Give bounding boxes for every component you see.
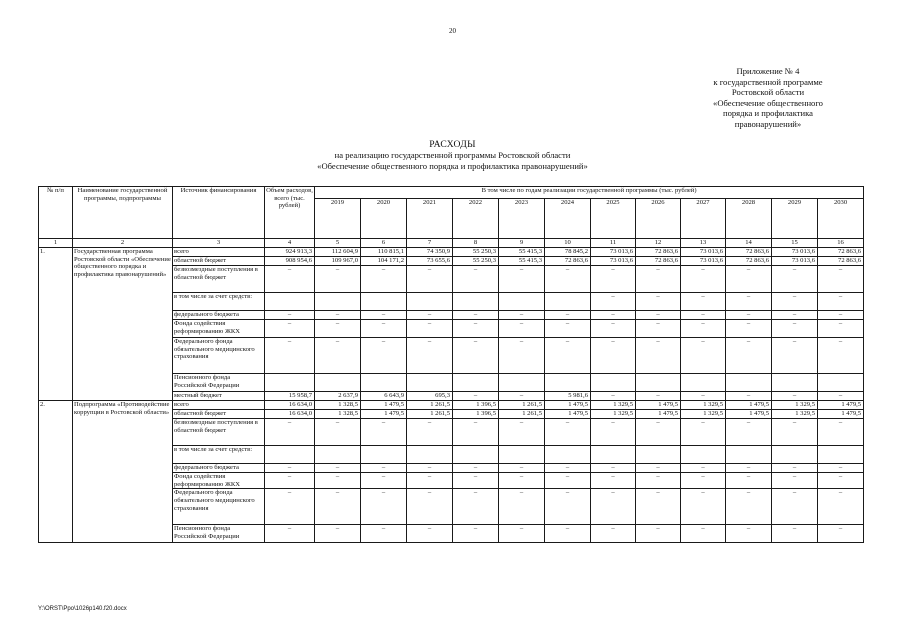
value-cell: – — [499, 473, 545, 489]
value-cell: – — [772, 464, 818, 473]
value-cell: – — [726, 338, 772, 374]
column-number: 4 — [265, 239, 315, 248]
value-cell: – — [407, 473, 453, 489]
value-cell — [545, 374, 591, 392]
value-cell: 1 329,5 — [591, 410, 636, 419]
column-number: 9 — [499, 239, 545, 248]
value-cell: – — [545, 338, 591, 374]
value-cell: 1 479,5 — [726, 401, 772, 410]
value-cell: – — [636, 473, 681, 489]
header-volume: Объем расходов, всего (тыс. рублей) — [265, 187, 315, 239]
funding-source: федерального бюджета — [173, 464, 265, 473]
value-cell: – — [591, 419, 636, 446]
value-cell: – — [453, 392, 499, 401]
value-cell: – — [315, 338, 361, 374]
column-number: 3 — [173, 239, 265, 248]
value-cell: 1 261,5 — [407, 410, 453, 419]
value-cell: – — [591, 473, 636, 489]
funding-source: в том числе за счет средств: — [173, 446, 265, 464]
value-cell: – — [545, 320, 591, 338]
value-cell — [453, 374, 499, 392]
file-path: Y:\ORST\Ppo\1026p140.f20.docx — [38, 606, 127, 612]
funding-source: местный бюджет — [173, 392, 265, 401]
value-cell: – — [726, 311, 772, 320]
funding-source: Фонда содействия реформированию ЖКХ — [173, 473, 265, 489]
value-cell — [545, 446, 591, 464]
value-cell: – — [453, 473, 499, 489]
column-number: 1 — [39, 239, 73, 248]
value-cell: – — [681, 311, 726, 320]
value-cell: 15 958,7 — [265, 392, 315, 401]
value-cell: – — [361, 525, 407, 543]
value-cell: – — [545, 311, 591, 320]
value-cell: 104 171,2 — [361, 257, 407, 266]
value-cell: 924 913,3 — [265, 248, 315, 257]
funding-source: всего — [173, 401, 265, 410]
value-cell: 55 250,3 — [453, 257, 499, 266]
funding-source: Пенсионного фонда Российской Федерации — [173, 525, 265, 543]
value-cell: – — [772, 266, 818, 293]
header-year: 2019 — [315, 199, 361, 239]
value-cell — [265, 446, 315, 464]
value-cell: – — [772, 419, 818, 446]
funding-source: федерального бюджета — [173, 311, 265, 320]
appendix-line: «Обеспечение общественного — [713, 97, 823, 108]
value-cell: – — [681, 525, 726, 543]
value-cell: 1 479,5 — [636, 401, 681, 410]
value-cell: – — [636, 525, 681, 543]
table-row — [39, 401, 864, 410]
value-cell: – — [265, 311, 315, 320]
header-year: 2020 — [361, 199, 407, 239]
value-cell: – — [545, 464, 591, 473]
value-cell: 73 013,6 — [772, 257, 818, 266]
value-cell: – — [407, 338, 453, 374]
value-cell: 16 634,0 — [265, 410, 315, 419]
value-cell: – — [315, 464, 361, 473]
column-number: 10 — [545, 239, 591, 248]
value-cell: – — [407, 464, 453, 473]
column-number: 8 — [453, 239, 499, 248]
value-cell — [361, 374, 407, 392]
column-number: 5 — [315, 239, 361, 248]
value-cell: – — [591, 525, 636, 543]
title-line: на реализацию государственной программы Ростовской области — [334, 150, 571, 160]
value-cell — [265, 293, 315, 311]
funding-source: безвозмездные поступления в областной бюджет — [173, 419, 265, 446]
value-cell: 109 967,0 — [315, 257, 361, 266]
value-cell — [636, 374, 681, 392]
value-cell: 908 954,6 — [265, 257, 315, 266]
value-cell: – — [407, 320, 453, 338]
value-cell: 1 479,5 — [361, 410, 407, 419]
value-cell: – — [407, 266, 453, 293]
value-cell: 55 415,3 — [499, 248, 545, 257]
value-cell: – — [772, 293, 818, 311]
value-cell: – — [591, 320, 636, 338]
appendix-line: к государственной программе — [713, 76, 823, 87]
value-cell: 695,3 — [407, 392, 453, 401]
header-row — [39, 187, 864, 199]
value-cell — [453, 293, 499, 311]
value-cell: – — [499, 266, 545, 293]
value-cell: 72 863,6 — [636, 257, 681, 266]
value-cell: – — [265, 266, 315, 293]
value-cell: 112 604,9 — [315, 248, 361, 257]
table-body — [39, 187, 864, 543]
value-cell: – — [315, 266, 361, 293]
header-year: 2022 — [453, 199, 499, 239]
value-cell: 73 013,6 — [681, 257, 726, 266]
value-cell: – — [453, 464, 499, 473]
value-cell: 6 643,9 — [361, 392, 407, 401]
value-cell: – — [265, 320, 315, 338]
value-cell: – — [818, 338, 864, 374]
value-cell: 73 013,6 — [591, 257, 636, 266]
value-cell: 55 250,3 — [453, 248, 499, 257]
value-cell: – — [726, 419, 772, 446]
value-cell: – — [499, 464, 545, 473]
value-cell: – — [681, 489, 726, 525]
value-cell: 16 634,0 — [265, 401, 315, 410]
value-cell: 1 396,5 — [453, 410, 499, 419]
column-number: 15 — [772, 239, 818, 248]
column-number-row — [39, 239, 864, 248]
value-cell: – — [772, 338, 818, 374]
value-cell — [772, 446, 818, 464]
value-cell: – — [545, 473, 591, 489]
value-cell: – — [818, 293, 864, 311]
value-cell: – — [361, 464, 407, 473]
value-cell: 2 637,9 — [315, 392, 361, 401]
value-cell: – — [265, 489, 315, 525]
value-cell — [315, 446, 361, 464]
value-cell: – — [636, 464, 681, 473]
value-cell: – — [591, 311, 636, 320]
value-cell: – — [818, 311, 864, 320]
value-cell: – — [499, 311, 545, 320]
value-cell: – — [591, 392, 636, 401]
table-row — [39, 248, 864, 257]
value-cell: 73 013,6 — [681, 248, 726, 257]
value-cell: 55 415,3 — [499, 257, 545, 266]
title-main: РАСХОДЫ — [429, 139, 476, 150]
header-year: 2023 — [499, 199, 545, 239]
value-cell: – — [636, 392, 681, 401]
value-cell: – — [726, 473, 772, 489]
value-cell: 110 815,1 — [361, 248, 407, 257]
value-cell — [407, 446, 453, 464]
value-cell: – — [818, 419, 864, 446]
value-cell — [453, 446, 499, 464]
value-cell: – — [726, 266, 772, 293]
value-cell: – — [636, 489, 681, 525]
value-cell: 1 479,5 — [726, 410, 772, 419]
value-cell: – — [818, 464, 864, 473]
value-cell: – — [636, 320, 681, 338]
value-cell: – — [499, 338, 545, 374]
value-cell: – — [591, 464, 636, 473]
value-cell: – — [361, 320, 407, 338]
value-cell: – — [361, 338, 407, 374]
page-number: 20 — [449, 27, 456, 35]
value-cell: 1 329,5 — [681, 410, 726, 419]
value-cell — [499, 293, 545, 311]
value-cell: 1 479,5 — [545, 410, 591, 419]
value-cell: – — [681, 338, 726, 374]
value-cell: 1 329,5 — [681, 401, 726, 410]
column-number: 11 — [591, 239, 636, 248]
value-cell: 1 329,5 — [591, 401, 636, 410]
value-cell: – — [636, 266, 681, 293]
value-cell: 1 479,5 — [636, 410, 681, 419]
funding-source: Фонда содействия реформированию ЖКХ — [173, 320, 265, 338]
value-cell — [591, 446, 636, 464]
value-cell: – — [315, 311, 361, 320]
value-cell: 72 863,6 — [818, 257, 864, 266]
header-year: 2024 — [545, 199, 591, 239]
value-cell: – — [453, 320, 499, 338]
value-cell: 1 396,5 — [453, 401, 499, 410]
value-cell: – — [361, 311, 407, 320]
value-cell: 1 479,5 — [818, 401, 864, 410]
value-cell — [818, 446, 864, 464]
header-year: 2026 — [636, 199, 681, 239]
value-cell: – — [407, 525, 453, 543]
value-cell: – — [818, 489, 864, 525]
value-cell: – — [545, 525, 591, 543]
value-cell: – — [545, 266, 591, 293]
header-year: 2021 — [407, 199, 453, 239]
value-cell — [315, 293, 361, 311]
value-cell: – — [265, 419, 315, 446]
value-cell: – — [772, 489, 818, 525]
value-cell: – — [453, 419, 499, 446]
column-number: 6 — [361, 239, 407, 248]
appendix-line: порядка и профилактика — [722, 108, 813, 119]
funding-source: Пенсионного фонда Российской Федерации — [173, 374, 265, 392]
value-cell: – — [407, 419, 453, 446]
row-number: 2. — [39, 401, 73, 543]
value-cell: – — [265, 525, 315, 543]
header-year: 2029 — [772, 199, 818, 239]
funding-source: Федерального фонда обязательного медицинского страхования — [173, 338, 265, 374]
program-name: Подпрограмма «Противодействие коррупции в Ростовской области» — [73, 401, 173, 543]
value-cell — [591, 374, 636, 392]
value-cell: 1 329,5 — [772, 410, 818, 419]
value-cell: – — [315, 473, 361, 489]
value-cell: – — [772, 311, 818, 320]
appendix-line: правонарушений» — [734, 118, 802, 129]
value-cell: – — [681, 473, 726, 489]
value-cell: – — [453, 311, 499, 320]
value-cell — [361, 293, 407, 311]
appendix-caption — [693, 66, 843, 130]
value-cell: 73 013,6 — [772, 248, 818, 257]
value-cell: – — [591, 338, 636, 374]
value-cell: – — [681, 464, 726, 473]
value-cell: – — [315, 320, 361, 338]
value-cell: 1 479,5 — [361, 401, 407, 410]
value-cell: – — [453, 525, 499, 543]
value-cell: 74 350,9 — [407, 248, 453, 257]
value-cell: – — [818, 525, 864, 543]
value-cell: – — [636, 419, 681, 446]
value-cell — [772, 374, 818, 392]
value-cell: 73 655,6 — [407, 257, 453, 266]
header-source: Источник финансирования — [173, 187, 265, 239]
header-num: № п/п — [39, 187, 73, 239]
value-cell: – — [681, 419, 726, 446]
value-cell: – — [681, 320, 726, 338]
value-cell: – — [681, 392, 726, 401]
header-name: Наименование государственной программы, подпрограммы — [73, 187, 173, 239]
value-cell: – — [818, 392, 864, 401]
value-cell: – — [265, 338, 315, 374]
value-cell: 73 013,6 — [591, 248, 636, 257]
value-cell: – — [453, 489, 499, 525]
value-cell: – — [361, 419, 407, 446]
value-cell: 1 479,5 — [818, 410, 864, 419]
value-cell — [681, 446, 726, 464]
appendix-line: Приложение № 4 — [736, 66, 800, 76]
column-number: 16 — [818, 239, 864, 248]
value-cell: – — [407, 489, 453, 525]
value-cell: 1 328,5 — [315, 401, 361, 410]
value-cell: 1 328,5 — [315, 410, 361, 419]
value-cell: – — [636, 338, 681, 374]
value-cell — [545, 293, 591, 311]
value-cell: – — [591, 489, 636, 525]
header-year: 2025 — [591, 199, 636, 239]
funding-source: всего — [173, 248, 265, 257]
value-cell: – — [407, 311, 453, 320]
value-cell: – — [453, 338, 499, 374]
header-year: 2028 — [726, 199, 772, 239]
value-cell — [726, 446, 772, 464]
funding-source: в том числе за счет средств: — [173, 293, 265, 311]
value-cell — [265, 374, 315, 392]
column-number: 12 — [636, 239, 681, 248]
value-cell: – — [636, 311, 681, 320]
value-cell: 1 261,5 — [499, 401, 545, 410]
value-cell: 1 261,5 — [499, 410, 545, 419]
value-cell: – — [315, 489, 361, 525]
value-cell: 5 981,6 — [545, 392, 591, 401]
document-title — [0, 139, 905, 172]
value-cell: – — [726, 489, 772, 525]
value-cell: – — [591, 293, 636, 311]
value-cell: – — [453, 266, 499, 293]
value-cell: – — [499, 525, 545, 543]
funding-source: безвозмездные поступления в областной бюджет — [173, 266, 265, 293]
value-cell: – — [818, 320, 864, 338]
value-cell: – — [265, 464, 315, 473]
value-cell: – — [499, 419, 545, 446]
value-cell: – — [499, 392, 545, 401]
value-cell: 72 863,6 — [726, 248, 772, 257]
value-cell: 1 479,5 — [545, 401, 591, 410]
value-cell — [499, 446, 545, 464]
value-cell: – — [265, 473, 315, 489]
value-cell — [407, 293, 453, 311]
value-cell: – — [315, 419, 361, 446]
value-cell: – — [545, 489, 591, 525]
title-line: «Обеспечение общественного порядка и профилактика правонарушений» — [317, 161, 588, 171]
value-cell: 78 845,2 — [545, 248, 591, 257]
value-cell: – — [636, 293, 681, 311]
value-cell: 72 863,6 — [636, 248, 681, 257]
value-cell: – — [361, 489, 407, 525]
value-cell: – — [681, 266, 726, 293]
value-cell: 1 261,5 — [407, 401, 453, 410]
funding-source: областной бюджет — [173, 410, 265, 419]
value-cell — [636, 446, 681, 464]
value-cell: – — [361, 266, 407, 293]
column-number: 7 — [407, 239, 453, 248]
program-name: Государственная программа Ростовской области «Обеспечение общественного порядка и профилактика правонарушений» — [73, 248, 173, 401]
value-cell: 1 329,5 — [772, 401, 818, 410]
value-cell — [315, 374, 361, 392]
value-cell — [361, 446, 407, 464]
value-cell: 72 863,6 — [818, 248, 864, 257]
value-cell — [499, 374, 545, 392]
column-number: 14 — [726, 239, 772, 248]
value-cell — [818, 374, 864, 392]
value-cell: – — [726, 392, 772, 401]
value-cell: – — [818, 266, 864, 293]
value-cell: – — [772, 525, 818, 543]
value-cell — [407, 374, 453, 392]
value-cell: – — [499, 320, 545, 338]
value-cell: – — [772, 392, 818, 401]
value-cell: – — [726, 293, 772, 311]
value-cell: – — [591, 266, 636, 293]
value-cell: – — [772, 320, 818, 338]
value-cell: – — [545, 419, 591, 446]
funding-source: областной бюджет — [173, 257, 265, 266]
column-number: 2 — [73, 239, 173, 248]
value-cell: – — [681, 293, 726, 311]
value-cell: 72 863,6 — [545, 257, 591, 266]
value-cell — [681, 374, 726, 392]
value-cell: – — [818, 473, 864, 489]
header-by-years: В том числе по годам реализации государственной программы (тыс. рублей) — [315, 187, 864, 199]
value-cell: – — [726, 464, 772, 473]
value-cell: – — [726, 525, 772, 543]
header-year: 2027 — [681, 199, 726, 239]
value-cell: – — [361, 473, 407, 489]
value-cell — [726, 374, 772, 392]
value-cell: – — [726, 320, 772, 338]
row-number: 1. — [39, 248, 73, 401]
header-year: 2030 — [818, 199, 864, 239]
column-number: 13 — [681, 239, 726, 248]
value-cell: – — [315, 525, 361, 543]
funding-source: Федерального фонда обязательного медицинского страхования — [173, 489, 265, 525]
appendix-line: Ростовской области — [731, 87, 805, 98]
value-cell: – — [499, 489, 545, 525]
expenses-table — [38, 186, 864, 543]
value-cell: 72 863,6 — [726, 257, 772, 266]
value-cell: – — [772, 473, 818, 489]
